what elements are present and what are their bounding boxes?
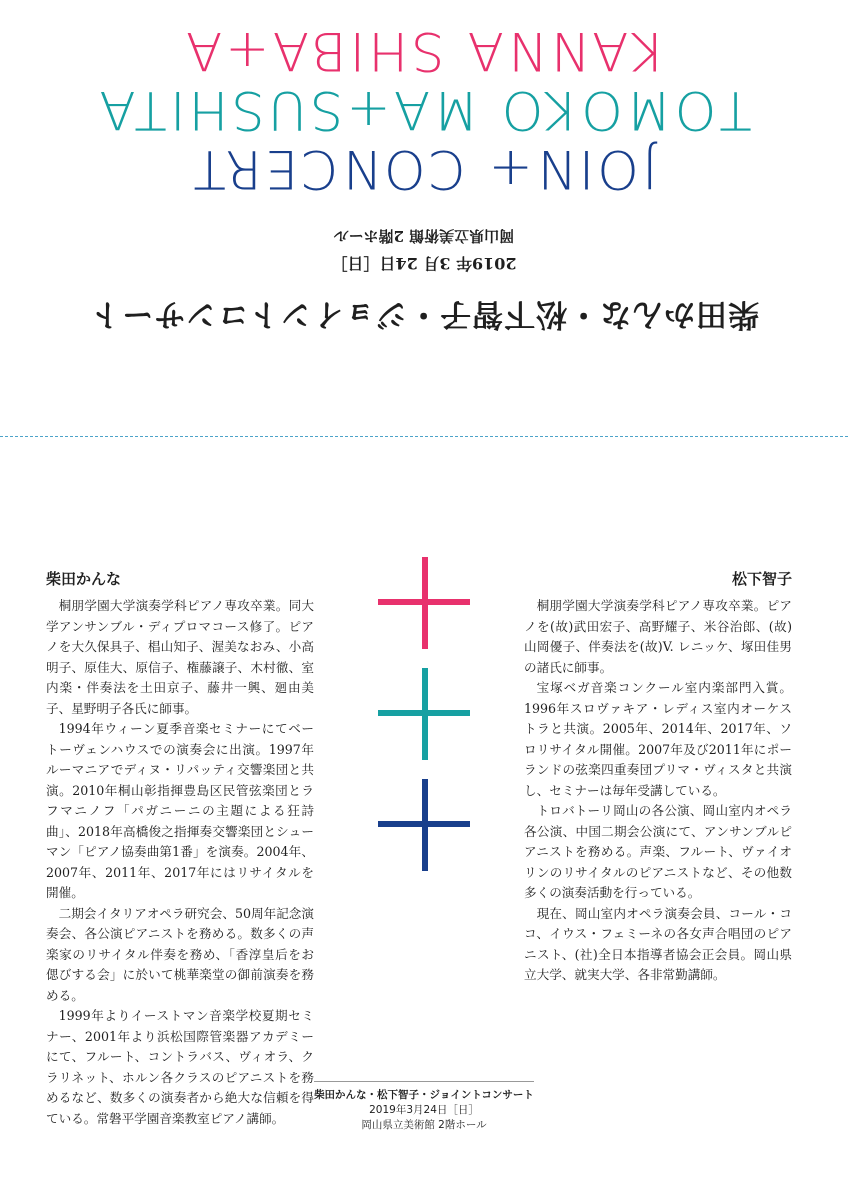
bio-paragraph: トロバトーリ岡山の各公演、岡山室内オペラ各公演、中国二期会公演にて、アンサンブルピアニストを務める。声楽、フルート、ヴァイオリンのリサイタルのピアニストなど、その他数多くの演奏活動を行っている。 <box>524 803 792 900</box>
bio-paragraph: 現在、岡山室内オペラ演奏会員、コール・ココ、イウス・フェミーネの各女声合唱団のピアニスト、(社)全日本指導者協会正会員。岡山県立大学、就実大学、各非常勤講師。 <box>524 905 792 982</box>
plus-mark-navy <box>378 779 470 871</box>
title-line-kanna: KANNA SHIBA+A <box>182 20 666 81</box>
bio-paragraph: 桐朋学園大学演奏学科ピアノ専攻卒業。同大学アンサンブル・ディプロマコース修了。ピアノを大久保具子、椙山知子、渥美なおみ、小高明子、原佳大、原信子、権藤譲子、木村徹、室内楽・伴奏法を土田京子、藤井一興、廻由美子、星野明子各氏に師事。 <box>46 598 314 716</box>
bio-paragraph: 1994年ウィーン夏季音楽セミナーにてベートーヴェンハウスでの演奏会に出演。1997年ルーマニアでディヌ・リパッティ交響楽団と共演。2010年桐山彰指揮豊島区民管弦楽団とラフマニノフ「パガニーニの主題による狂詩曲」、2018年高橋俊之指揮奏交響楽団とシューマン「ピアノ協奏曲第1番」を演奏。2004年、2007年、2011年、2017年にはリサイタルを開催。 <box>46 721 314 900</box>
title-line-tomoko: TOMOKO MA+SUSHITA <box>96 79 752 140</box>
fold-line <box>0 436 848 437</box>
concert-venue: 岡山県立美術館 2階ホール <box>333 227 515 245</box>
bio-paragraph: 二期会イタリアオペラ研究会、50周年記念演奏会、各公演ピアニストを務める。数多くの声楽家のリサイタル伴奏を務め、「香淳皇后をお偲びする会」に於いて桃華楽堂の御前演奏を務める。 <box>46 905 314 1003</box>
title-line-concert: JOIN+ CONCERT <box>190 138 658 199</box>
inverted-cover <box>0 0 848 436</box>
footer <box>314 1081 534 1133</box>
footer-title: 柴田かんな・松下智子・ジョイントコンサート <box>314 1089 534 1101</box>
bio-name: 松下智子 <box>731 570 792 588</box>
bio-paragraph: 桐朋学園大学演奏学科ピアノ専攻卒業。ピアノを(故)武田宏子、高野耀子、米谷治郎、(故)山岡優子、伴奏法を(故)V. レニッケ、塚田佳男の諸氏に師事。 <box>524 598 792 675</box>
bio-name: 柴田かんな <box>46 570 122 588</box>
concert-date: 2019年 3月 24日［日］ <box>331 254 517 273</box>
concert-title-jp: 柴田かんな・松下智子・ジョイントコンサート <box>88 296 760 332</box>
footer-venue: 岡山県立美術館 2階ホール <box>361 1119 487 1131</box>
footer-date: 2019年3月24日［日］ <box>369 1104 479 1116</box>
bio-shibata <box>46 568 314 1129</box>
bio-paragraph: 1999年よりイーストマン音楽学校夏期セミナー、2001年より浜松国際管楽器アカデミーにて、フルート、コントラバス、ヴィオラ、クラリネット、ホルン各クラスのピアニストを務めるなど、数多くの演奏者から絶大な信頼を得ている。常磐平学園音楽教室ピアノ講師。 <box>46 1008 314 1126</box>
plus-mark-pink <box>378 557 470 649</box>
bio-paragraph: 宝塚ベガ音楽コンクール室内楽部門入賞。1996年スロヴァキア・レディス室内オーケストラと共演。2005年、2014年、2017年、ソロリサイタル開催。2007年及び2011年にポーランドの弦楽四重奏団プリマ・ヴィスタと共演し、セミナーは毎年受講している。 <box>524 680 792 798</box>
bio-matsushita <box>524 568 792 986</box>
plus-mark-teal <box>378 668 470 760</box>
